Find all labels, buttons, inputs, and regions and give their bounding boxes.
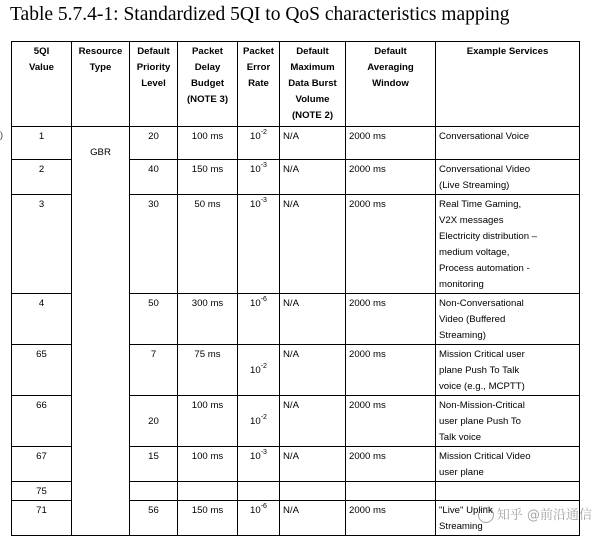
col-header-packet-error-rate: Packet Error Rate — [238, 42, 280, 127]
cell-5qi: 2 — [12, 160, 72, 195]
cell-priority — [130, 482, 178, 501]
cell-error-rate: $10^{-6}$ — [238, 294, 280, 345]
cell-5qi: 75 — [12, 482, 72, 501]
cell-burst-volume — [280, 482, 346, 501]
cell-5qi: 1 — [12, 127, 72, 160]
cell-delay-budget: 100 ms — [178, 396, 238, 447]
cell-priority: 40 — [130, 160, 178, 195]
table-row — [12, 127, 580, 160]
cell-averaging-window: 2000 ms — [346, 447, 436, 482]
cell-priority: 20 — [130, 127, 178, 160]
cell-5qi: 4 — [12, 294, 72, 345]
cell-averaging-window: 2000 ms — [346, 195, 436, 294]
cell-averaging-window: 2000 ms — [346, 127, 436, 160]
cell-burst-volume: N/A — [280, 195, 346, 294]
cell-priority: 15 — [130, 447, 178, 482]
cell-error-rate: $10^{-2}$ — [238, 345, 280, 396]
cell-priority: 20 — [130, 396, 178, 447]
header-row — [12, 42, 580, 127]
cell-burst-volume: N/A — [280, 127, 346, 160]
cell-error-rate: $10^{-6}$ — [238, 501, 280, 536]
cell-delay-budget: 150 ms — [178, 501, 238, 536]
cell-example-services: Conversational Voice — [436, 127, 580, 160]
cell-resource-type: GBR — [72, 127, 130, 536]
cell-priority: 30 — [130, 195, 178, 294]
cell-averaging-window: 2000 ms — [346, 396, 436, 447]
cell-example-services: Conversational Video (Live Streaming) — [436, 160, 580, 195]
col-header-max-data-burst: Default Maximum Data Burst Volume (NOTE 2) — [280, 42, 346, 127]
cell-5qi: 3 — [12, 195, 72, 294]
cell-delay-budget: 300 ms — [178, 294, 238, 345]
cell-priority: 50 — [130, 294, 178, 345]
col-header-5qi: 5QI Value — [12, 42, 72, 127]
cell-example-services: Mission Critical Video user plane — [436, 447, 580, 482]
col-header-packet-delay-budget: Packet Delay Budget (NOTE 3) — [178, 42, 238, 127]
cell-error-rate: $10^{-3}$ — [238, 447, 280, 482]
cell-burst-volume: N/A — [280, 447, 346, 482]
cell-burst-volume: N/A — [280, 501, 346, 536]
col-header-priority-level: Default Priority Level — [130, 42, 178, 127]
cell-priority: 7 — [130, 345, 178, 396]
margin-mark: ) — [0, 130, 3, 140]
cell-delay-budget: 50 ms — [178, 195, 238, 294]
zhihu-logo-icon — [478, 507, 494, 523]
cell-error-rate: $10^{-3}$ — [238, 195, 280, 294]
cell-averaging-window: 2000 ms — [346, 345, 436, 396]
cell-error-rate — [238, 482, 280, 501]
cell-example-services: Mission Critical user plane Push To Talk voice (e.g., MCPTT) — [436, 345, 580, 396]
cell-5qi: 71 — [12, 501, 72, 536]
cell-error-rate: $10^{-3}$ — [238, 160, 280, 195]
cell-5qi: 65 — [12, 345, 72, 396]
cell-burst-volume: N/A — [280, 160, 346, 195]
cell-error-rate: $10^{-2}$ — [238, 396, 280, 447]
cell-delay-budget — [178, 482, 238, 501]
cell-burst-volume: N/A — [280, 294, 346, 345]
table-title: Table 5.7.4-1: Standardized 5QI to QoS characteristics mapping — [10, 4, 510, 25]
cell-priority: 56 — [130, 501, 178, 536]
cell-delay-budget: 100 ms — [178, 127, 238, 160]
col-header-example-services: Example Services — [436, 42, 580, 127]
cell-example-services: Non-Conversational Video (Buffered Streaming) — [436, 294, 580, 345]
cell-example-services: Non-Mission-Critical user plane Push To Talk voice — [436, 396, 580, 447]
qos-mapping-table — [11, 41, 580, 536]
cell-burst-volume: N/A — [280, 345, 346, 396]
cell-averaging-window: 2000 ms — [346, 501, 436, 536]
cell-example-services — [436, 482, 580, 501]
col-header-resource-type: Resource Type — [72, 42, 130, 127]
cell-averaging-window: 2000 ms — [346, 160, 436, 195]
col-header-averaging-window: Default Averaging Window — [346, 42, 436, 127]
cell-delay-budget: 150 ms — [178, 160, 238, 195]
cell-example-services: Real Time Gaming, V2X messages Electricity distribution – medium voltage, Process automation - monitoring — [436, 195, 580, 294]
cell-delay-budget: 75 ms — [178, 345, 238, 396]
cell-averaging-window — [346, 482, 436, 501]
watermark: 知乎 @前沿通信 — [478, 504, 592, 524]
cell-averaging-window: 2000 ms — [346, 294, 436, 345]
cell-5qi: 67 — [12, 447, 72, 482]
cell-delay-budget: 100 ms — [178, 447, 238, 482]
cell-burst-volume: N/A — [280, 396, 346, 447]
cell-error-rate: $10^{-2}$ — [238, 127, 280, 160]
cell-example-services: "Live" Uplink Streaming — [436, 501, 580, 536]
cell-5qi: 66 — [12, 396, 72, 447]
